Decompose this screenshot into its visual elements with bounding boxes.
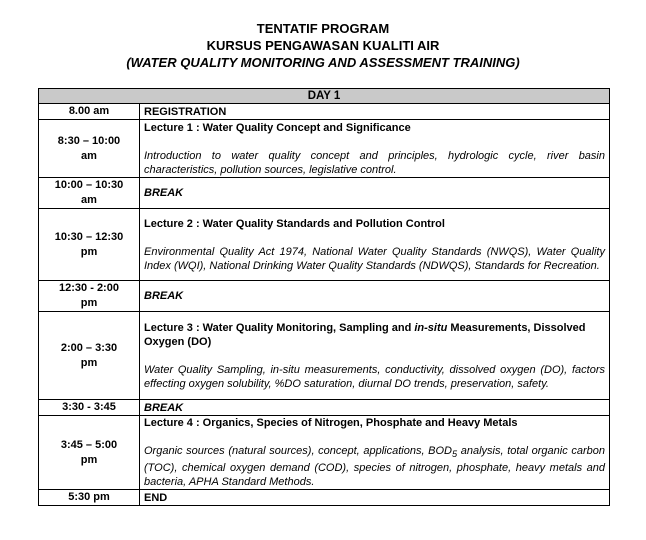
- lecture-description: Environmental Quality Act 1974, National Water Quality Standards (NWQS), Water Quality Index (WQI), National Drinking Water Quality Standards (NDWQS), Standards for Recreation.: [144, 245, 605, 272]
- table-row: [39, 312, 610, 400]
- lecture-title: Lecture 3 : Water Quality Monitoring, Sampling and in-situ Measurements, Dissolved Oxygen (DO): [144, 321, 586, 348]
- time-start: 10:30 – 12:30: [54, 230, 124, 243]
- table-row: [39, 281, 610, 312]
- table-row: [39, 209, 610, 281]
- session-cell: [140, 209, 610, 281]
- time-start: 8:30 – 10:00: [57, 134, 121, 147]
- table-row: [39, 178, 610, 209]
- time-cell: [39, 416, 140, 490]
- time-cell: 8.00 am: [39, 104, 140, 120]
- lecture-description: Introduction to water quality concept and principles, hydrologic cycle, river basin characteristics, pollution sources, legislative control.: [144, 149, 605, 176]
- lecture-description: Organic sources (natural sources), concept, applications, $BOD_5$ analysis, total organic carbon (TOC), chemical oxygen demand (COD), species of nitrogen, phosphate, heavy metals and bacteria, APHA Standard Methods.: [144, 445, 605, 489]
- break-cell: BREAK: [140, 400, 610, 416]
- table-row: [39, 416, 610, 490]
- break-cell: BREAK: [140, 178, 610, 209]
- session-cell: REGISTRATION: [140, 104, 610, 120]
- time-cell: [39, 209, 140, 281]
- session-cell: [140, 312, 610, 400]
- time-start: 12:30 - 2:00: [59, 282, 119, 294]
- schedule-table: [38, 88, 610, 506]
- time-period: pm: [80, 356, 98, 369]
- time-cell: [39, 120, 140, 178]
- table-row: [39, 490, 610, 506]
- time-cell: [39, 312, 140, 400]
- time-start: 3:45 – 5:00: [60, 438, 118, 451]
- time-cell: [39, 178, 140, 209]
- time-period: am: [81, 194, 97, 206]
- day-label: DAY 1: [39, 89, 610, 104]
- lecture-title: Lecture 2 : Water Quality Standards and Pollution Control: [144, 217, 445, 230]
- course-subtitle: (WATER QUALITY MONITORING AND ASSESSMENT TRAINING): [126, 55, 520, 70]
- table-row: [39, 400, 610, 416]
- time-start: 10:00 – 10:30: [54, 179, 124, 191]
- time-period: pm: [80, 297, 98, 309]
- time-period: pm: [80, 245, 98, 258]
- time-cell: 5:30 pm: [39, 490, 140, 506]
- table-row: [39, 120, 610, 178]
- table-row: [39, 104, 610, 120]
- time-cell: [39, 281, 140, 312]
- lecture-title: Lecture 1 : Water Quality Concept and Significance: [144, 121, 411, 134]
- lecture-description: Water Quality Sampling, in-situ measurements, conductivity, dissolved oxygen (DO), factors effecting oxygen solubility, %DO saturation, diurnal DO trends, preservation, safety.: [144, 363, 605, 390]
- lecture-title: Lecture 4 : Organics, Species of Nitrogen, Phosphate and Heavy Metals: [144, 417, 518, 429]
- session-cell: [140, 416, 610, 490]
- session-cell: [140, 120, 610, 178]
- day-header-row: [39, 89, 610, 104]
- program-title: TENTATIF PROGRAM: [256, 21, 390, 36]
- time-period: am: [81, 149, 97, 162]
- course-title: KURSUS PENGAWASAN KUALITI AIR: [206, 38, 440, 53]
- time-start: 2:00 – 3:30: [60, 341, 118, 354]
- time-cell: 3:30 - 3:45: [39, 400, 140, 416]
- time-period: pm: [80, 453, 98, 466]
- break-cell: BREAK: [140, 281, 610, 312]
- session-cell: END: [140, 490, 610, 506]
- document-header: [0, 20, 646, 71]
